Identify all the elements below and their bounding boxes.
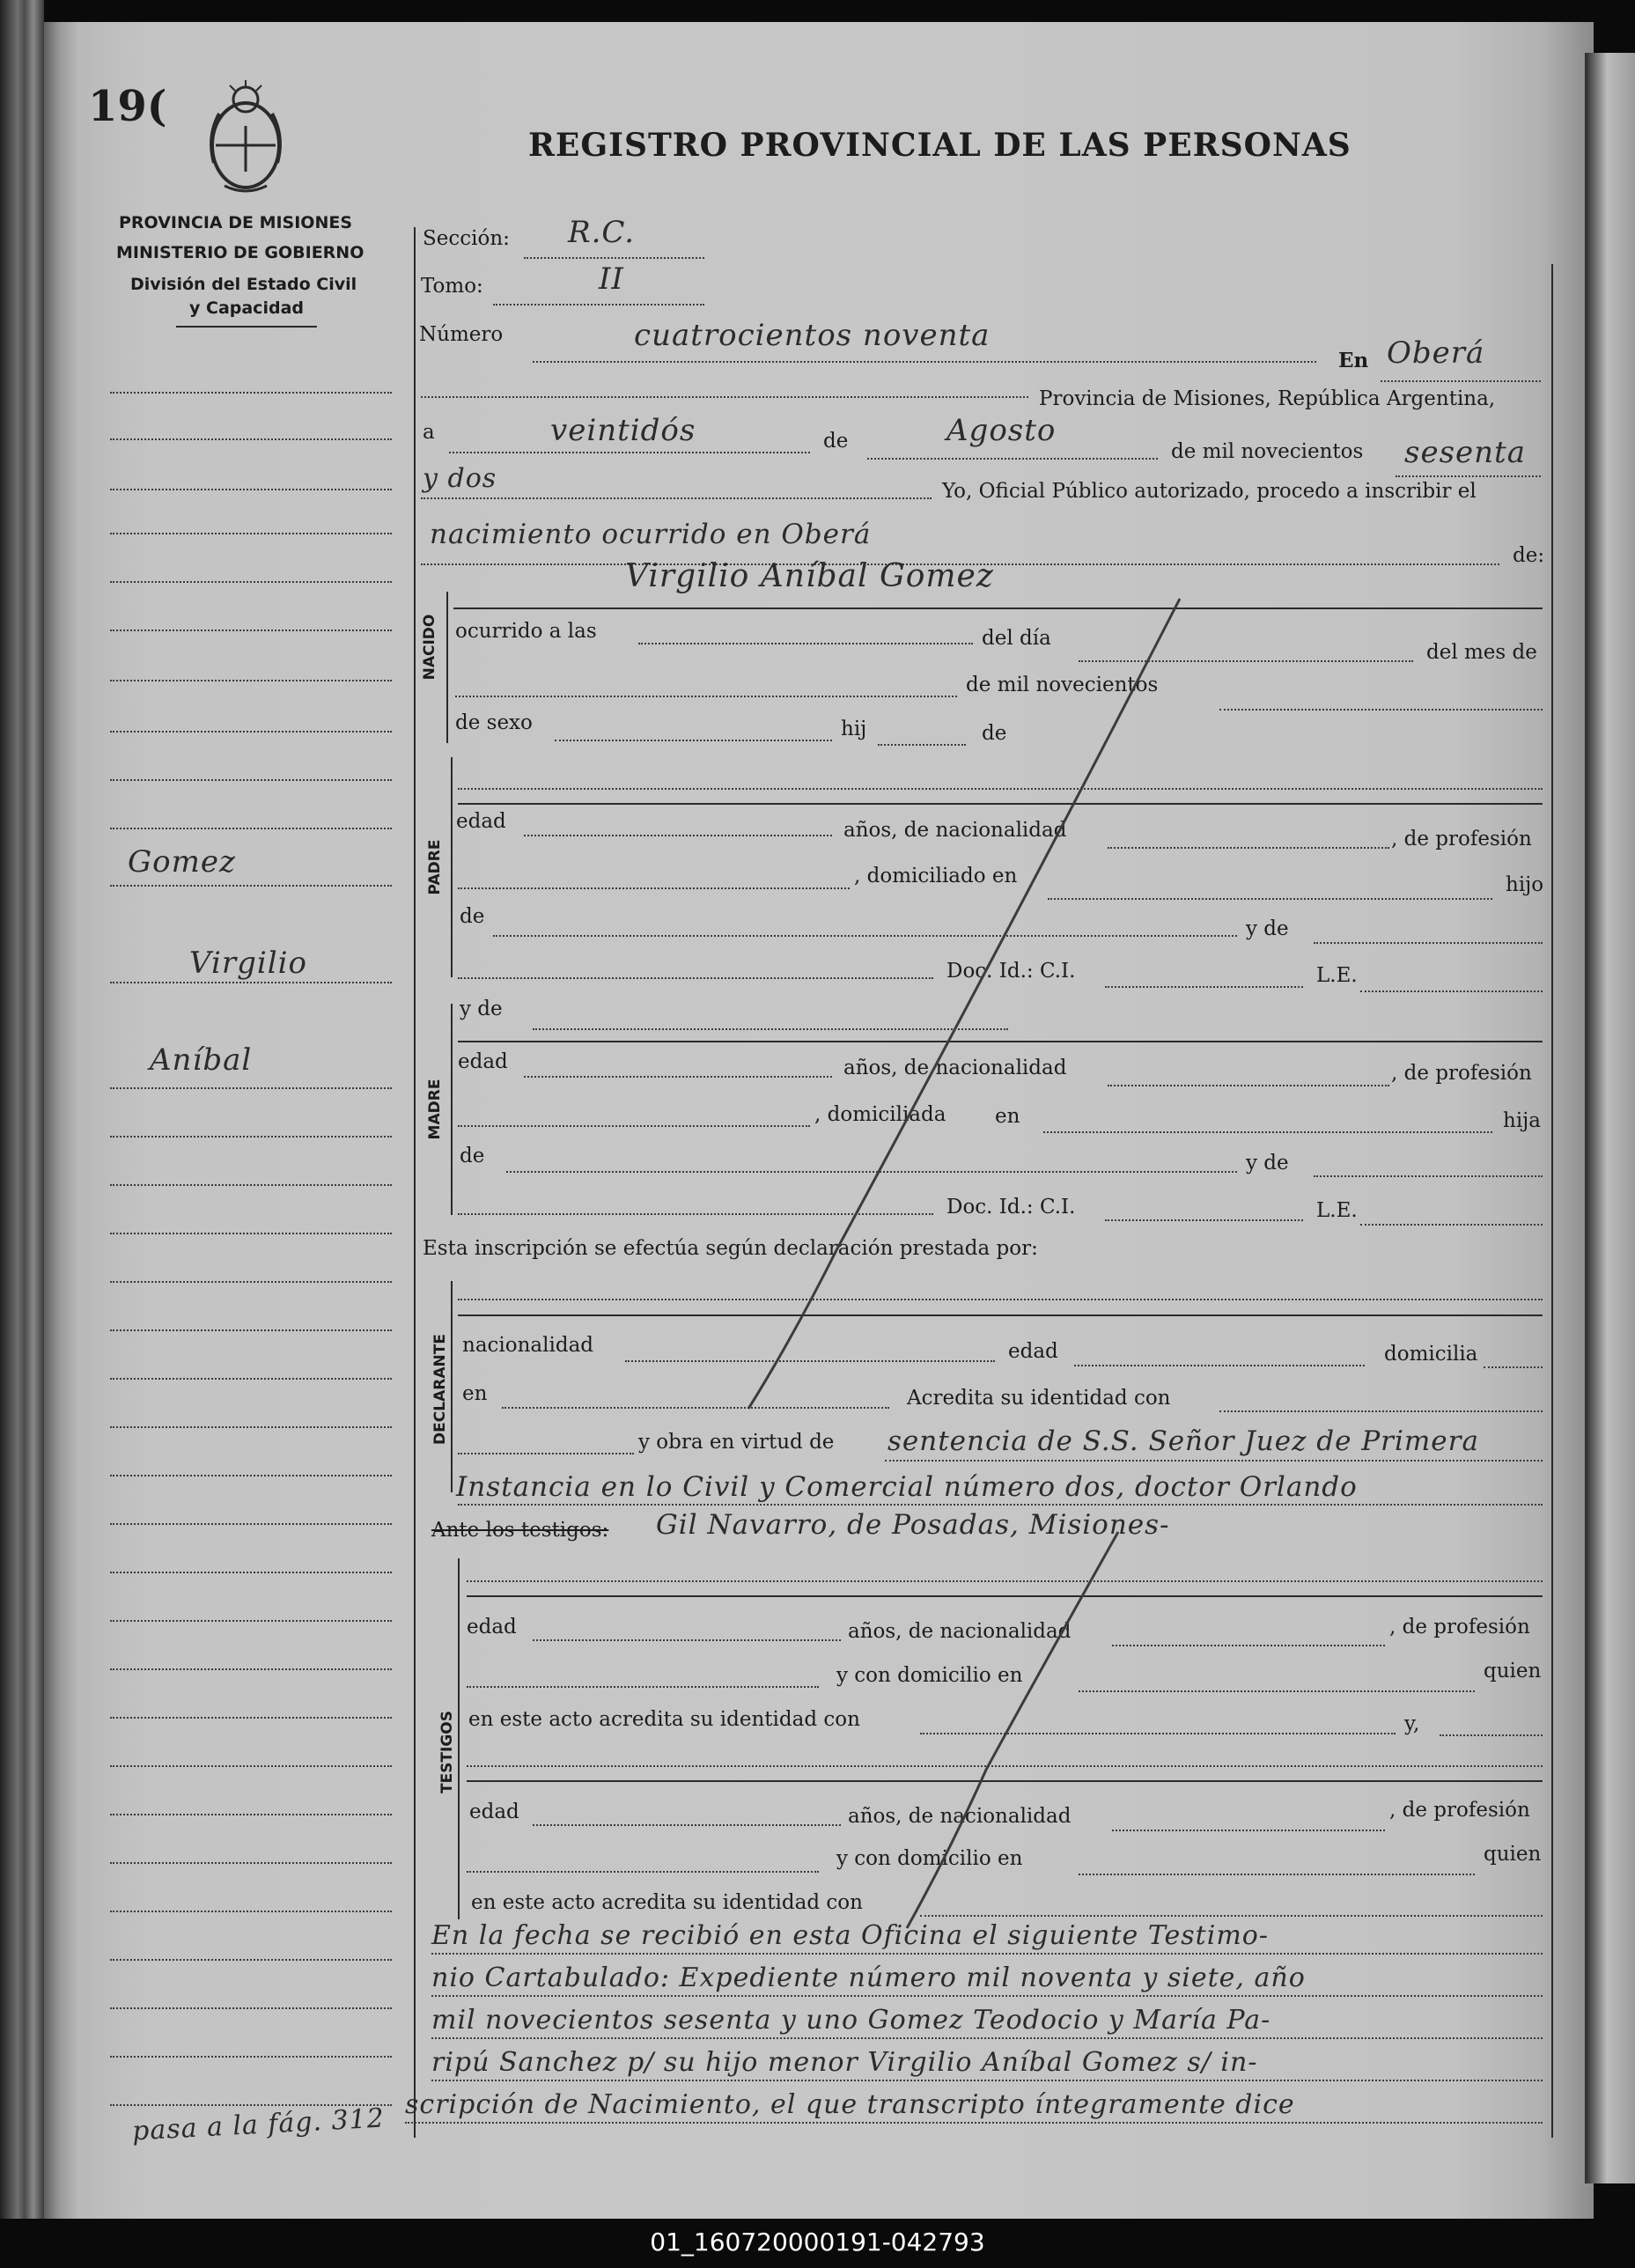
testigo2-profesion-label: , de profesión xyxy=(1389,1799,1530,1822)
margin-surname: Gomez xyxy=(128,844,236,880)
padre-edad-label: edad xyxy=(456,810,506,833)
anio-value-continued: y dos xyxy=(423,463,497,494)
testigo1-profesion-label: , de profesión xyxy=(1389,1616,1530,1638)
de-mil-label: de mil novecientos xyxy=(966,674,1159,696)
testigo2-edad-label: edad xyxy=(469,1800,519,1823)
ocurrido-label: ocurrido a las xyxy=(455,620,597,643)
oficial-statement: Yo, Oficial Público autorizado, procedo a inscribir el xyxy=(942,480,1477,503)
note-line-4: ripú Sanchez p/ su hijo menor Virgilio Aníbal Gomez s/ in- xyxy=(431,2047,1258,2078)
hij-label: hij xyxy=(841,718,867,740)
note-line-3: mil novecientos sesenta y uno Gomez Teodocio y María Pa- xyxy=(431,2005,1271,2036)
testigo2-quien-label: quien xyxy=(1484,1843,1542,1866)
mes-value: Agosto xyxy=(946,413,1057,448)
testigo1-acredita-label: en este acto acredita su identidad con xyxy=(468,1708,860,1731)
acredita-label: Acredita su identidad con xyxy=(907,1387,1171,1410)
note-line-5: scripción de Nacimiento, el que transcripto íntegramente dice xyxy=(405,2089,1295,2120)
declarante-en-label: en xyxy=(462,1382,488,1405)
madre-de-label: de xyxy=(460,1145,485,1167)
numero-value: cuatrocientos noventa xyxy=(634,318,991,353)
division-heading-2: y Capacidad xyxy=(189,298,304,318)
obra-value-line-3: Gil Navarro, de Posadas, Misiones- xyxy=(656,1509,1170,1541)
testigo2-acredita-label: en este acto acredita su identidad con xyxy=(471,1891,863,1914)
padre-profesion-label: , de profesión xyxy=(1391,828,1532,850)
madre-y-de-top-label: y de xyxy=(460,998,503,1020)
obra-value-line-1: sentencia de S.S. Señor Juez de Primera xyxy=(887,1425,1479,1457)
dia-value: veintidós xyxy=(550,413,696,448)
testigos-side-label: TESTIGOS xyxy=(438,1710,456,1794)
nacido-side-label: NACIDO xyxy=(421,614,438,681)
footer-bar xyxy=(0,2219,1635,2268)
madre-nacionalidad-label: años, de nacionalidad xyxy=(843,1057,1067,1079)
padre-y-de-label: y de xyxy=(1246,917,1289,940)
tomo-value: II xyxy=(599,261,624,297)
tomo-label: Tomo: xyxy=(421,275,483,298)
testigo2-domicilio-label: y con domicilio en xyxy=(836,1847,1023,1870)
declarante-edad-label: edad xyxy=(1008,1340,1058,1363)
de-label: de xyxy=(823,430,849,453)
padre-de-label: de xyxy=(460,905,485,928)
mil-novecientos-label: de mil novecientos xyxy=(1171,440,1364,463)
madre-le-label: L.E. xyxy=(1316,1199,1358,1222)
document-id: 01_160720000191-042793 xyxy=(650,2228,985,2257)
madre-profesion-label: , de profesión xyxy=(1391,1062,1532,1085)
en-label: En xyxy=(1338,349,1369,372)
testigos-intro: Ante los testigos: xyxy=(431,1519,609,1542)
sexo-label: de sexo xyxy=(455,711,533,734)
folio-number: 19( xyxy=(88,82,167,131)
declarante-side-label: DECLARANTE xyxy=(431,1334,449,1445)
testigo1-y-label: y, xyxy=(1404,1712,1420,1735)
page-title: REGISTRO PROVINCIAL DE LAS PERSONAS xyxy=(528,127,1351,164)
hija-label: hija xyxy=(1503,1109,1542,1132)
note-line-2: nio Cartabulado: Expediente número mil noventa y siete, año xyxy=(431,1962,1306,1993)
madre-doc-label: Doc. Id.: C.I. xyxy=(946,1196,1076,1219)
padre-doc-label: Doc. Id.: C.I. xyxy=(946,960,1076,983)
margin-page-reference: pasa a la fág. 312 xyxy=(131,2102,386,2147)
margin-first-name: Virgilio xyxy=(189,946,307,981)
division-heading: División del Estado Civil xyxy=(130,275,357,294)
nacido-de-label: de xyxy=(982,722,1007,745)
ministry-heading: MINISTERIO DE GOBIERNO xyxy=(116,243,365,262)
padre-nacionalidad-label: años, de nacionalidad xyxy=(843,819,1067,842)
domicilia-label: domicilia xyxy=(1384,1343,1478,1366)
padre-side-label: PADRE xyxy=(426,839,444,895)
inscription-type: nacimiento ocurrido en Oberá xyxy=(430,519,872,550)
numero-label: Número xyxy=(419,323,504,346)
del-dia-label: del día xyxy=(982,627,1051,650)
obra-value-line-2: Instancia en lo Civil y Comercial número dos, doctor Orlando xyxy=(456,1471,1358,1503)
de-colon-label: de: xyxy=(1513,544,1545,567)
madre-en-label: en xyxy=(995,1105,1020,1128)
obra-label: y obra en virtud de xyxy=(638,1431,835,1454)
madre-edad-label: edad xyxy=(458,1050,508,1073)
testigo1-nacionalidad-label: años, de nacionalidad xyxy=(848,1620,1072,1643)
declarante-nacionalidad-label: nacionalidad xyxy=(462,1334,594,1357)
margin-second-name: Aníbal xyxy=(150,1042,253,1078)
seccion-value: R.C. xyxy=(568,215,636,250)
hijo-label: hijo xyxy=(1506,873,1544,896)
province-heading: PROVINCIA DE MISIONES xyxy=(119,213,353,232)
anio-value: sesenta xyxy=(1404,435,1526,470)
madre-side-label: MADRE xyxy=(426,1079,444,1140)
note-line-1: En la fecha se recibió en esta Oficina el siguiente Testimo- xyxy=(431,1920,1269,1951)
provincia-text: Provincia de Misiones, República Argentina, xyxy=(1039,387,1496,410)
inscripcion-statement: Esta inscripción se efectúa según declaración prestada por: xyxy=(423,1237,1038,1260)
padre-le-label: L.E. xyxy=(1316,964,1358,987)
testigo1-domicilio-label: y con domicilio en xyxy=(836,1664,1023,1687)
registered-name: Virgilio Aníbal Gomez xyxy=(625,558,994,594)
a-label: a xyxy=(423,421,435,444)
seccion-label: Sección: xyxy=(423,227,510,250)
testigo2-nacionalidad-label: años, de nacionalidad xyxy=(848,1805,1072,1828)
testigo1-edad-label: edad xyxy=(467,1616,517,1638)
del-mes-label: del mes de xyxy=(1426,641,1537,664)
testigo1-quien-label: quien xyxy=(1484,1660,1542,1683)
domiciliado-label: , domiciliado en xyxy=(854,865,1018,887)
madre-y-de-label: y de xyxy=(1246,1152,1289,1174)
domiciliada-label: , domiciliada xyxy=(814,1103,946,1126)
en-value: Oberá xyxy=(1387,335,1485,371)
